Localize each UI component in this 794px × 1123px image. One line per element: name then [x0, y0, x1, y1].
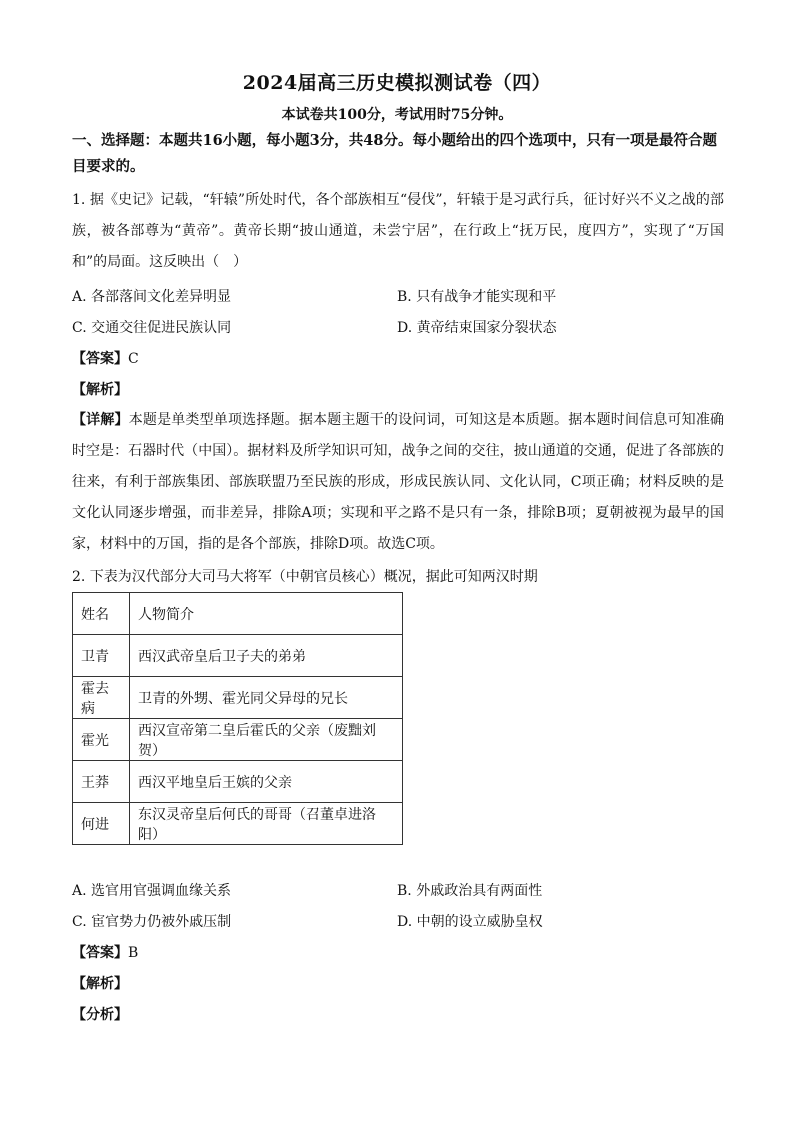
answer-value: B [128, 945, 139, 961]
table-row [73, 719, 403, 761]
table-header-name: 姓名 [73, 593, 130, 635]
answer-label: 【答案】 [72, 945, 128, 961]
table-row [73, 761, 403, 803]
answer-value: C [128, 351, 139, 367]
analysis-label: 【解析】 [72, 382, 128, 398]
table-cell-profile: 东汉灵帝皇后何氏的哥哥（召董卓进洛阳） [130, 803, 403, 845]
q1-option-d: D. 黄帝结束国家分裂状态 [397, 320, 557, 336]
table-header-profile: 人物简介 [130, 593, 403, 635]
detail-label: 【详解】 [72, 412, 129, 428]
table-row [73, 635, 403, 677]
section-heading: 一、选择题：本题共16小题，每小题3分，共48分。每小题给出的四个选项中，只有一项是最符合题目要求的。 [72, 132, 717, 175]
q2-answer [72, 943, 138, 963]
q2-option-b: B. 外戚政治具有两面性 [397, 883, 543, 899]
exam-subtitle: 本试卷共100分，考试用时75分钟。 [281, 107, 513, 123]
officials-table [72, 592, 403, 845]
table-cell-profile: 西汉宣帝第二皇后霍氏的父亲（废黜刘贺） [130, 719, 403, 761]
question-1-stem: 1. 据《史记》记载，“轩辕”所处时代，各个部族相互“侵伐”，轩辕于是习武行兵，征讨好兴不义之战的部族，被各部尊为“黄帝”。黄帝长期“披山通道，未尝宁居”，在行政上“抚万民，度四方”，实现了“万国和”的局面。这反映出（ ） [72, 192, 724, 270]
answer-label: 【答案】 [72, 351, 128, 367]
analysis-label: 【解析】 [72, 976, 128, 992]
q1-option-a: A. 各部落间文化差异明显 [72, 289, 232, 305]
q1-analysis-label [72, 380, 128, 400]
q1-answer [72, 349, 139, 369]
analysis2-label: 【分析】 [72, 1007, 128, 1023]
q2-analysis-label [72, 974, 128, 994]
q2-option-c: C. 宦官势力仍被外戚压制 [72, 914, 232, 930]
table-cell-name: 霍去病 [73, 677, 130, 719]
table-cell-profile: 西汉武帝皇后卫子夫的弟弟 [130, 635, 403, 677]
detail-text: 本题是单类型单项选择题。据本题主题干的设问词，可知这是本质题。据本题时间信息可知准确时空是：石器时代（中国）。据材料及所学知识可知，战争之间的交往，披山通道的交通，促进了各部族的往来，有利于部族集团、部族联盟乃至民族的形成，形成民族认同、文化认同，C项正确；材料反映的是文化认同逐步增强，而非差异，排除A项；实现和平之路不是只有一条，排除B项；夏朝被视为最早的国家，材料中的万国，指的是各个部族，排除D项。故选C项。 [72, 412, 725, 552]
table-cell-profile: 卫青的外甥、霍光同父异母的兄长 [130, 677, 403, 719]
q1-option-b: B. 只有战争才能实现和平 [397, 289, 557, 305]
q1-detail [72, 405, 724, 560]
page-title: 2024届高三历史模拟测试卷（四） [242, 72, 552, 94]
table-cell-name: 卫青 [73, 635, 130, 677]
table-header-row [73, 593, 403, 635]
table-cell-name: 王莽 [73, 761, 130, 803]
table-cell-profile: 西汉平地皇后王嫔的父亲 [130, 761, 403, 803]
q2-analysis2-label [72, 1005, 128, 1025]
table-cell-name: 霍光 [73, 719, 130, 761]
q2-option-a: A. 选官用官强调血缘关系 [72, 883, 232, 899]
q2-option-d: D. 中朝的设立威胁皇权 [397, 914, 543, 930]
q1-option-c: C. 交通交往促进民族认同 [72, 320, 232, 336]
table-row [73, 677, 403, 719]
question-2-stem: 2. 下表为汉代部分大司马大将军（中朝官员核心）概况，据此可知两汉时期 [72, 569, 538, 585]
table-row [73, 803, 403, 845]
table-cell-name: 何进 [73, 803, 130, 845]
